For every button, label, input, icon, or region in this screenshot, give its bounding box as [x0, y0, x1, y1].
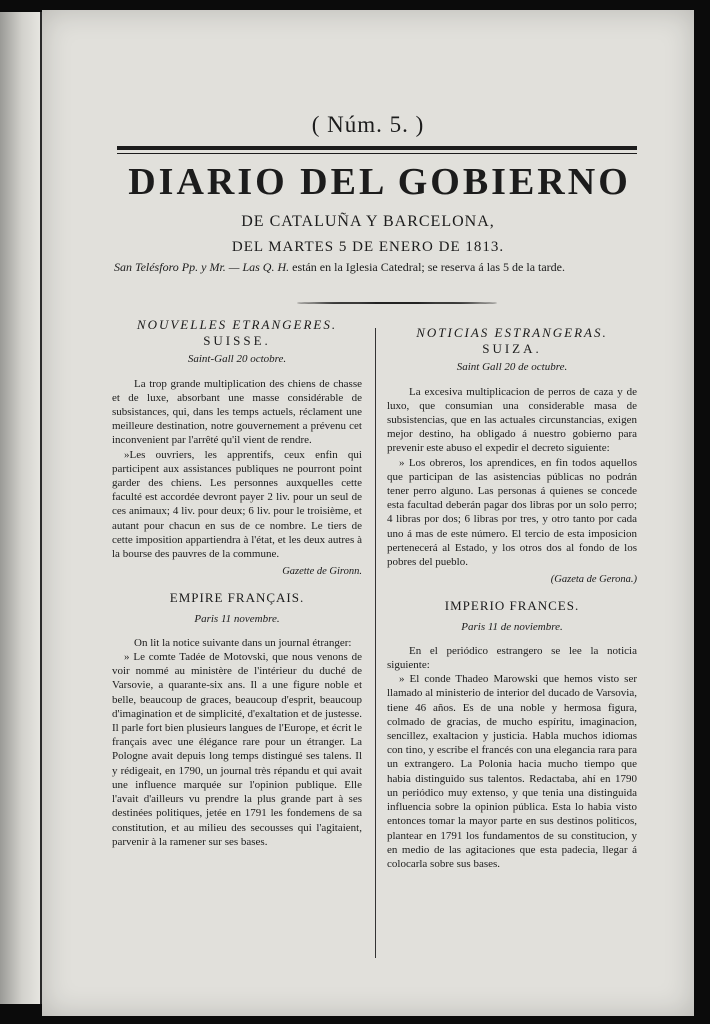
right-paragraph-1: La excesiva multiplicacion de perros de caza y de luxo, que consumian una considerable masa de subsistencias, que en las actuales circunstancias, exigen mejor destino, ha obligado á nuestro gobierno para prevenir este abuso el expedir el decreto siguiente: — [387, 385, 637, 455]
church-notice — [114, 260, 640, 275]
right-source-1: (Gazeta de Gerona.) — [550, 574, 637, 586]
right-paragraph-3: En el periódico estrangero se lee la noticia siguiente: — [387, 644, 637, 672]
left-dateline-1: Saint-Gall 20 octobre. — [187, 353, 287, 366]
right-dateline-1: Saint Gall 20 de octubre. — [456, 361, 568, 374]
left-section-heading-2: EMPIRE FRANÇAIS. — [169, 590, 305, 606]
right-country-heading: SUIZA. — [482, 341, 542, 357]
header-rule-thin — [117, 153, 637, 154]
newspaper-title: DIARIO DEL GOBIERNO — [128, 161, 631, 203]
left-dateline-2: Paris 11 novembre. — [194, 612, 280, 625]
ornamental-separator — [297, 302, 497, 304]
right-dateline-2: Paris 11 de noviembre. — [461, 620, 563, 633]
newspaper-page — [42, 10, 694, 1016]
newspaper-subtitle: DE CATALUÑA Y BARCELONA, — [241, 213, 495, 230]
spanish-column — [387, 326, 637, 871]
left-paragraph-2: »Les ouvriers, les apprentifs, ceux enfin qui participent aux assistances publiques ne pourront point garder des chiens. Les personnes auxquelles cette faculté est accordée devront payer 2 liv. pour un seul de ces animaux; 4 liv. pour deux; 6 liv. pour le troisième, et autant pour chacun en sus de ce nombre. Le tiers de cette imposition appartiendra à l'état, et les deux autres à la bourse des pauvres de la commune. — [112, 448, 362, 561]
header-rule-thick — [117, 146, 637, 150]
right-column-heading: NOTICIAS ESTRANGERAS. — [416, 325, 608, 340]
left-country-heading: SUISSE. — [203, 333, 271, 349]
saints-of-day: San Telésforo Pp. y Mr. — Las Q. H. — [114, 260, 290, 274]
notice-text: están en la Iglesia Catedral; se reserva á las 5 de la tarde. — [289, 260, 565, 274]
french-column — [112, 318, 362, 849]
right-paragraph-2: » Los obreros, los aprendices, en fin todos aquellos que participan de las asistencias públicas no podrán tener perro alguno. Las personas á quienes se concede esta facultad deberán pagar dos libras por un solo perro; 4 libras por dos; 6 libras por tres, y otro tanto por cada uno á mas de este número. El tercio de esta imposicion pertenecerá al Estado, y los otros dos al fondo de los pobres del pueblo. — [387, 456, 637, 569]
previous-page-edge — [0, 12, 42, 1004]
left-source-1: Gazette de Gironn. — [282, 566, 362, 578]
left-paragraph-4: » Le comte Tadée de Motovski, que nous venons de voir nommé au ministère de l'intérieur du duché de Varsovie, a quarante-six ans. Il a une figure noble et belle, beaucoup de graces, beaucoup d'esprit, beaucoup d'imagination et de simplicité, d'exaltation et de justesse. Il parle fort bien plusieurs langues de l'Europe, et écrit le français avec une élégance rare pour un étranger. La Pologne avait depuis long temps distingué ses talens. Il y rédigeait, en 1790, un journal très répandu et qui avait une influence marquée sur l'opinion publique. Elle l'avait d'ailleurs vu prendre la plus grande part à ses destinées politiques, jetée en 1791 les fondemens de sa constitution, et au milieu des secousses qui l'agitaient, parvenir à la ramener sur ses bases. — [112, 651, 362, 848]
issue-date: DEL MARTES 5 DE ENERO DE 1813. — [231, 239, 505, 255]
column-divider — [375, 328, 376, 958]
left-paragraph-1: La trop grande multiplication des chiens de chasse et de luxe, absorbant une masse considérable de subsistances, qui, dans les temps actuels, réclament une meilleure destination, notre gouvernement a prévenu cet inconvenient par l'arrêté qu'il vient de rendre. — [112, 377, 362, 447]
issue-number: ( Núm. 5. ) — [311, 112, 425, 137]
left-paragraph-3: On lit la notice suivante dans un journal étranger: — [134, 636, 352, 649]
right-paragraph-4: » El conde Thadeo Marowski que hemos visto ser llamado al ministerio de interior del ducado de Varsovia, tiene 46 años. Es de una noble y hermosa figura, colmado de gracias, de mucho espíritu, imaginacion, sencillez, exaltacion y justicia. Habla muchos idiomas con tino, y escribe el francés con una elegancia rara para un extrangero. La Polonia hacia mucho tiempo que habia distinguido sus talentos. Redactaba, ahí en 1790 un periódico muy extenso, y que tenia una distinguida influencia sobre la opinion pública. Esta lo habia visto entonces tomar la mayor parte en sus destinos politicos, plantear en 1791 los fundamentos de su constitucion, y en medio de las agitaciones que esta padecia, llegar á colocarla sobre sus bases. — [387, 673, 637, 870]
right-section-heading-2: IMPERIO FRANCES. — [444, 598, 580, 614]
left-column-heading: NOUVELLES ETRANGERES. — [136, 317, 338, 332]
